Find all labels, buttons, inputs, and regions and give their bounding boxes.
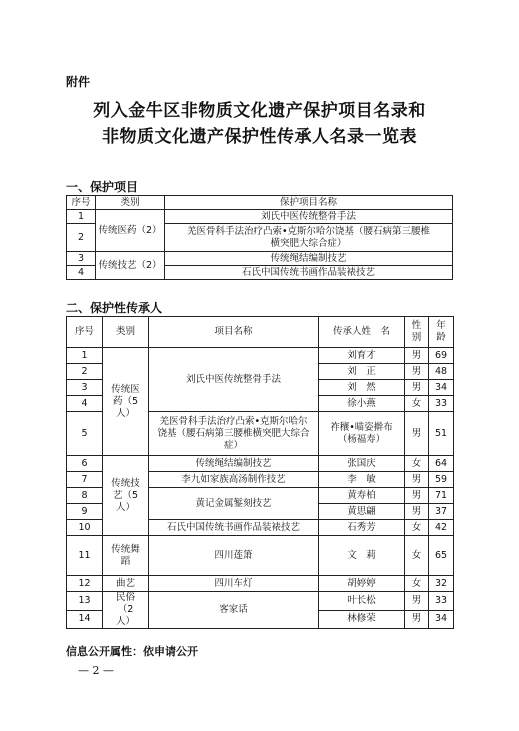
table-row bbox=[67, 576, 454, 592]
inheritor-name: 刘 正 bbox=[319, 364, 405, 380]
age: 59 bbox=[429, 472, 454, 488]
row-no: 1 bbox=[67, 348, 103, 364]
gender: 女 bbox=[405, 456, 429, 472]
age: 37 bbox=[429, 504, 454, 520]
protection-projects-table bbox=[66, 195, 453, 280]
table-row bbox=[67, 456, 454, 472]
inheritor-name: 徐小燕 bbox=[319, 396, 405, 412]
table-row bbox=[67, 592, 454, 611]
inheritor-name: 张国庆 bbox=[319, 456, 405, 472]
project-name: 李九如家族高汤制作技艺 bbox=[149, 472, 319, 488]
info-disclosure: 信息公开属性：依申请公开 bbox=[66, 645, 198, 658]
project-name: 石氏中国传统书画作品装裱技艺 bbox=[165, 266, 453, 280]
row-no: 5 bbox=[67, 412, 103, 456]
gender: 男 bbox=[405, 592, 429, 611]
project-name: 刘氏中医传统整骨手法 bbox=[149, 348, 319, 412]
project-name: 四川莲箫 bbox=[149, 536, 319, 576]
header-category: 类别 bbox=[103, 317, 149, 348]
row-no: 13 bbox=[67, 592, 103, 611]
project-name: 羌医骨科手法治疗凸索•克斯尔哈尔饶基（腰石病第三腰椎横突肥大综合症） bbox=[149, 412, 319, 456]
table-row bbox=[67, 252, 453, 266]
gender: 男 bbox=[405, 348, 429, 364]
inheritor-name: 祚穰•喵姿擀布（杨福寿） bbox=[319, 412, 405, 456]
row-no: 14 bbox=[67, 610, 103, 629]
row-no: 7 bbox=[67, 472, 103, 488]
row-no: 3 bbox=[67, 380, 103, 396]
gender: 男 bbox=[405, 380, 429, 396]
age: 33 bbox=[429, 396, 454, 412]
project-name: 羌医骨科手法治疗凸索•克斯尔哈尔饶基（腰石病第三腰椎横突肥大综合症） bbox=[165, 224, 453, 252]
inheritor-name: 文 莉 bbox=[319, 536, 405, 576]
category-cell: 传统舞蹈 bbox=[103, 536, 149, 576]
section-heading-inheritors: 二、保护性传承人 bbox=[66, 301, 163, 315]
row-no: 4 bbox=[67, 266, 96, 280]
age: 65 bbox=[429, 536, 454, 576]
inheritor-name: 李 敏 bbox=[319, 472, 405, 488]
age: 32 bbox=[429, 576, 454, 592]
gender: 女 bbox=[405, 576, 429, 592]
inheritor-name: 胡婷婷 bbox=[319, 576, 405, 592]
project-name: 四川车灯 bbox=[149, 576, 319, 592]
gender: 男 bbox=[405, 504, 429, 520]
gender: 女 bbox=[405, 396, 429, 412]
age: 64 bbox=[429, 456, 454, 472]
row-no: 10 bbox=[67, 520, 103, 536]
document-title-line-1: 列入金牛区非物质文化遗产保护项目名录和 bbox=[93, 101, 426, 121]
category-cell: 民俗（2人） bbox=[103, 592, 149, 629]
gender: 男 bbox=[405, 488, 429, 504]
row-no: 6 bbox=[67, 456, 103, 472]
row-no: 2 bbox=[67, 224, 96, 252]
category-cell: 传统技艺（2） bbox=[96, 252, 165, 280]
header-no: 序号 bbox=[67, 196, 96, 210]
page-number: — 2 — bbox=[78, 664, 114, 677]
row-no: 3 bbox=[67, 252, 96, 266]
row-no: 8 bbox=[67, 488, 103, 504]
row-no: 2 bbox=[67, 364, 103, 380]
inheritor-name: 黄寿柏 bbox=[319, 488, 405, 504]
age: 69 bbox=[429, 348, 454, 364]
attachment-label: 附件 bbox=[66, 75, 91, 89]
header-inheritor-name: 传承人姓 名 bbox=[319, 317, 405, 348]
age: 34 bbox=[429, 610, 454, 629]
header-category: 类别 bbox=[96, 196, 165, 210]
header-gender: 性别 bbox=[405, 317, 429, 348]
project-name: 黄记金属錾刻技艺 bbox=[149, 488, 319, 520]
header-project-name: 项目名称 bbox=[149, 317, 319, 348]
header-no: 序号 bbox=[67, 317, 103, 348]
inheritor-name: 刘育才 bbox=[319, 348, 405, 364]
inheritor-name: 叶长松 bbox=[319, 592, 405, 611]
inheritors-table bbox=[66, 316, 454, 629]
gender: 男 bbox=[405, 472, 429, 488]
header-age: 年龄 bbox=[429, 317, 454, 348]
age: 71 bbox=[429, 488, 454, 504]
age: 51 bbox=[429, 412, 454, 456]
table-row bbox=[67, 536, 454, 576]
age: 34 bbox=[429, 380, 454, 396]
table-row bbox=[67, 348, 454, 364]
project-name: 石氏中国传统书画作品装裱技艺 bbox=[149, 520, 319, 536]
row-no: 11 bbox=[67, 536, 103, 576]
inheritor-name: 黄思翩 bbox=[319, 504, 405, 520]
category-cell: 传统医药（5人） bbox=[103, 348, 149, 456]
inheritor-name: 刘 然 bbox=[319, 380, 405, 396]
category-cell: 传统技艺（5人） bbox=[103, 456, 149, 536]
table-header-row bbox=[67, 196, 453, 210]
category-cell: 曲艺 bbox=[103, 576, 149, 592]
inheritor-name: 石秀芳 bbox=[319, 520, 405, 536]
age: 42 bbox=[429, 520, 454, 536]
gender: 男 bbox=[405, 364, 429, 380]
table-header-row bbox=[67, 317, 454, 348]
age: 48 bbox=[429, 364, 454, 380]
gender: 女 bbox=[405, 536, 429, 576]
table-row bbox=[67, 210, 453, 224]
row-no: 9 bbox=[67, 504, 103, 520]
age: 33 bbox=[429, 592, 454, 611]
gender: 女 bbox=[405, 520, 429, 536]
document-title-line-2: 非物质文化遗产保护性传承人名录一览表 bbox=[102, 127, 417, 147]
gender: 男 bbox=[405, 610, 429, 629]
inheritor-name: 林修荣 bbox=[319, 610, 405, 629]
project-name: 客家话 bbox=[149, 592, 319, 629]
gender: 男 bbox=[405, 412, 429, 456]
row-no: 1 bbox=[67, 210, 96, 224]
category-cell: 传统医药（2） bbox=[96, 210, 165, 252]
project-name: 刘氏中医传统整骨手法 bbox=[165, 210, 453, 224]
row-no: 12 bbox=[67, 576, 103, 592]
header-project-name: 保护项目名称 bbox=[165, 196, 453, 210]
row-no: 4 bbox=[67, 396, 103, 412]
project-name: 传统绳结编制技艺 bbox=[165, 252, 453, 266]
section-heading-projects: 一、保护项目 bbox=[66, 180, 139, 194]
project-name: 传统绳结编制技艺 bbox=[149, 456, 319, 472]
